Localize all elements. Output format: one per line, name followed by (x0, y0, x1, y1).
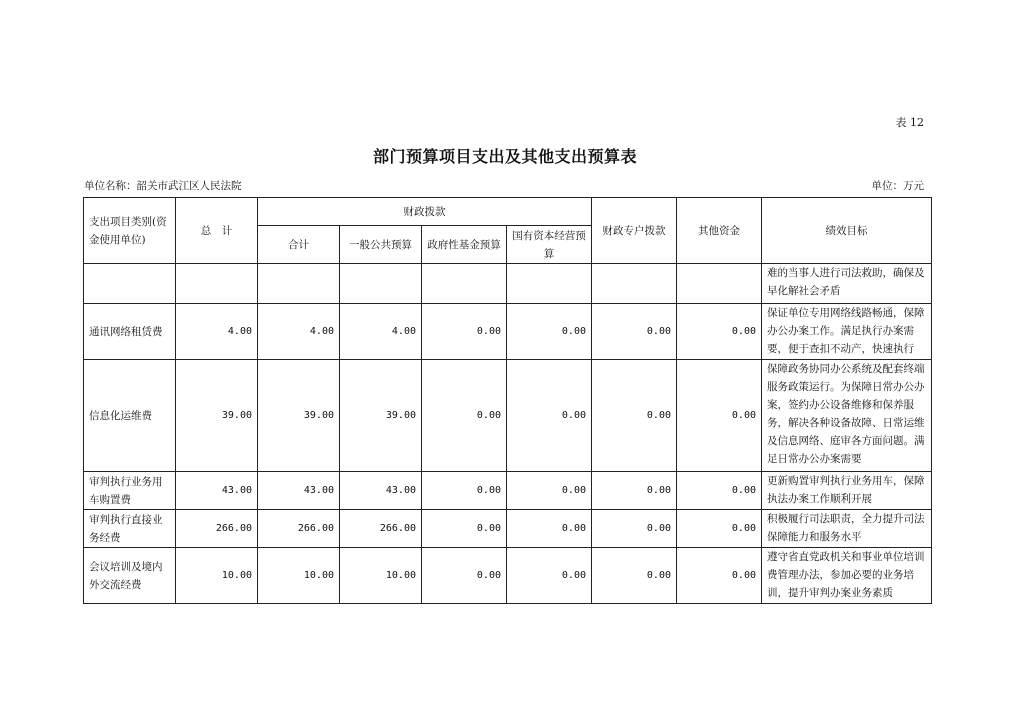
cell-fund: 0.00 (422, 472, 507, 510)
cell-total: 4.00 (176, 304, 258, 360)
row-goal: 保证单位专用网络线路畅通，保障办公办案工作。满足执行办案需要，便于查扣不动产，快速执行 (762, 304, 932, 360)
cell-fund: 0.00 (422, 548, 507, 604)
cell-other: 0.00 (677, 548, 762, 604)
budget-table (83, 197, 932, 604)
row-goal: 难的当事人进行司法救助，确保及早化解社会矛盾 (762, 264, 932, 304)
cell-subtotal: 43.00 (258, 472, 340, 510)
cell-total: 39.00 (176, 360, 258, 472)
cell-general: 39.00 (340, 360, 422, 472)
cell-state (507, 264, 592, 304)
header-other: 其他资金 (677, 198, 762, 264)
row-name: 会议培训及境内外交流经费 (84, 548, 176, 604)
cell-other: 0.00 (677, 510, 762, 548)
table-row (84, 510, 932, 548)
cell-fund: 0.00 (422, 510, 507, 548)
cell-special (592, 264, 677, 304)
table-row (84, 304, 932, 360)
row-goal: 保障政务协同办公系统及配套终端服务政策运行。为保障日常办公办案，签约办公设备维修和保养服务，解决各种设备故障、日常运维及信息网络、庭审各方面问题。满足日常办公办案需要 (762, 360, 932, 472)
row-goal: 积极履行司法职责，全力提升司法保障能力和服务水平 (762, 510, 932, 548)
table-row (84, 360, 932, 472)
table-row (84, 472, 932, 510)
header-subtotal: 合计 (258, 226, 340, 264)
cell-special: 0.00 (592, 360, 677, 472)
cell-other: 0.00 (677, 472, 762, 510)
cell-general: 43.00 (340, 472, 422, 510)
row-name: 审判执行业务用车购置费 (84, 472, 176, 510)
header-goal: 绩效目标 (762, 198, 932, 264)
cell-other: 0.00 (677, 360, 762, 472)
cell-general: 266.00 (340, 510, 422, 548)
cell-subtotal: 4.00 (258, 304, 340, 360)
row-goal: 更新购置审判执行业务用车，保障执法办案工作顺利开展 (762, 472, 932, 510)
page-title: 部门预算项目支出及其他支出预算表 (372, 147, 637, 166)
header-fiscal: 财政拨款 (258, 198, 592, 226)
header-fund: 政府性基金预算 (422, 226, 507, 264)
row-name: 通讯网络租赁费 (84, 304, 176, 360)
cell-general: 4.00 (340, 304, 422, 360)
budget-table-body (84, 264, 932, 604)
cell-general: 10.00 (340, 548, 422, 604)
cell-subtotal: 10.00 (258, 548, 340, 604)
row-name (84, 264, 176, 304)
cell-special: 0.00 (592, 548, 677, 604)
cell-fund: 0.00 (422, 304, 507, 360)
cell-total: 10.00 (176, 548, 258, 604)
table-number: 表 12 (895, 116, 924, 129)
cell-fund: 0.00 (422, 360, 507, 472)
cell-total: 266.00 (176, 510, 258, 548)
row-name: 信息化运维费 (84, 360, 176, 472)
cell-state: 0.00 (507, 472, 592, 510)
table-row (84, 548, 932, 604)
header-special: 财政专户拨款 (592, 198, 677, 264)
cell-state: 0.00 (507, 360, 592, 472)
header-total: 总 计 (176, 198, 258, 264)
cell-state: 0.00 (507, 510, 592, 548)
cell-other: 0.00 (677, 304, 762, 360)
row-name: 审判执行直接业务经费 (84, 510, 176, 548)
cell-subtotal (258, 264, 340, 304)
table-row (84, 264, 932, 304)
cell-total: 43.00 (176, 472, 258, 510)
row-goal: 遵守省直党政机关和事业单位培训费管理办法，参加必要的业务培训，提升审判办案业务素质 (762, 548, 932, 604)
header-category: 支出项目类别(资金使用单位) (84, 198, 176, 264)
header-state: 国有资本经营预算 (507, 226, 592, 264)
cell-state: 0.00 (507, 304, 592, 360)
cell-fund (422, 264, 507, 304)
currency-unit: 单位：万元 (871, 180, 924, 192)
cell-subtotal: 39.00 (258, 360, 340, 472)
cell-special: 0.00 (592, 304, 677, 360)
cell-special: 0.00 (592, 510, 677, 548)
cell-state: 0.00 (507, 548, 592, 604)
cell-general (340, 264, 422, 304)
cell-subtotal: 266.00 (258, 510, 340, 548)
cell-total (176, 264, 258, 304)
cell-other (677, 264, 762, 304)
unit-name: 单位名称：韶关市武江区人民法院 (84, 180, 242, 192)
cell-special: 0.00 (592, 472, 677, 510)
header-general: 一般公共预算 (340, 226, 422, 264)
